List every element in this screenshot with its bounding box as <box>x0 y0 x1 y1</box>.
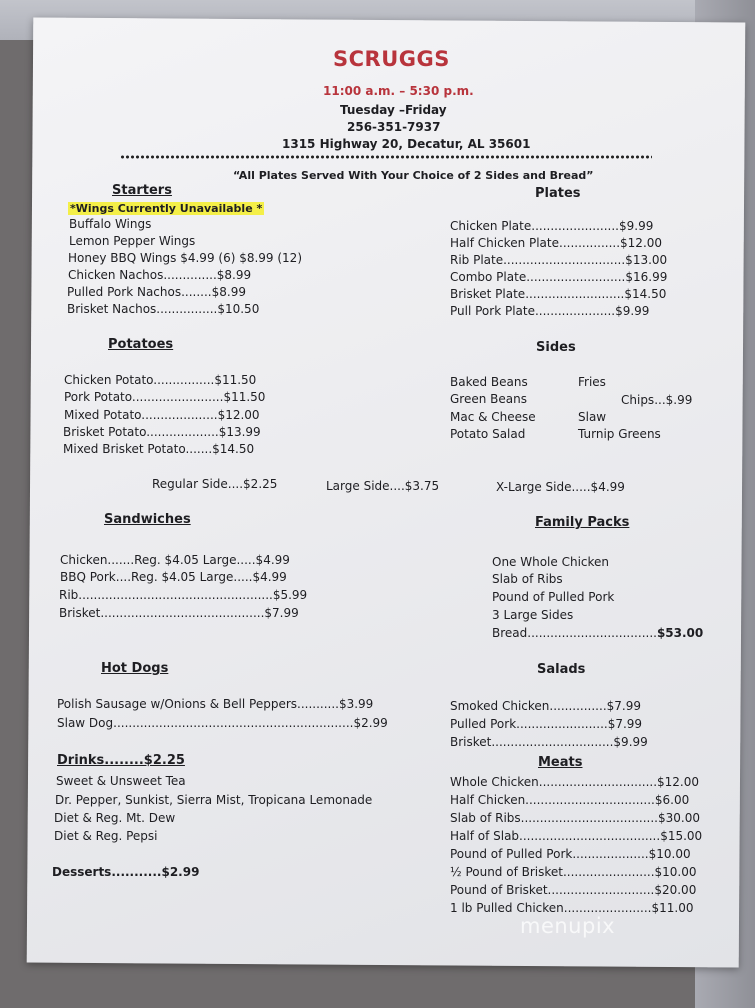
meat-item: Pound of Brisket............................$20.00 <box>450 883 697 897</box>
address: 1315 Highway 20, Decatur, AL 35601 <box>282 137 531 151</box>
hot-dog-item: Slaw Dog...............................................................$2.99 <box>57 716 388 730</box>
dotted-divider <box>120 153 652 161</box>
meat-item: 1 lb Pulled Chicken.......................$11.00 <box>450 901 694 915</box>
drink-item: Diet & Reg. Mt. Dew <box>54 811 176 825</box>
family-pack-item: Pound of Pulled Pork <box>492 590 615 604</box>
days: Tuesday –Friday <box>340 103 447 117</box>
plate-item: Combo Plate..........................$16.99 <box>450 270 668 284</box>
menupix-watermark: menupix <box>520 914 616 938</box>
family-pack-item: 3 Large Sides <box>492 608 574 622</box>
starter-item: Brisket Nachos................$10.50 <box>67 302 260 316</box>
side-item: Chips...$.99 <box>621 393 693 407</box>
potato-item: Pork Potato........................$11.50 <box>64 390 266 404</box>
potato-item: Mixed Potato....................$12.00 <box>64 408 260 422</box>
meat-item: Half Chicken..................................$6.00 <box>450 793 690 807</box>
large-side-price: Large Side....$3.75 <box>326 479 440 493</box>
desserts-price: Desserts...........$2.99 <box>52 865 200 879</box>
side-item: Green Beans <box>450 392 527 406</box>
plate-item: Rib Plate................................$13.00 <box>450 253 668 267</box>
starters-heading: Starters <box>112 183 172 198</box>
starter-item: Lemon Pepper Wings <box>69 234 196 248</box>
potatoes-heading: Potatoes <box>108 337 174 352</box>
salads-heading: Salads <box>537 662 586 677</box>
meat-item: Whole Chicken...............................$12.00 <box>450 775 700 789</box>
xlarge-side-price: X-Large Side.....$4.99 <box>496 480 625 494</box>
sandwiches-heading: Sandwiches <box>104 512 191 527</box>
plates-note: “All Plates Served With Your Choice of 2 Sides and Bread” <box>233 169 594 182</box>
drink-item: Diet & Reg. Pepsi <box>54 829 158 843</box>
plates-heading: Plates <box>535 186 581 201</box>
sandwich-item: Chicken.......Reg. $4.05 Large.....$4.99 <box>60 553 290 567</box>
meat-item: Pound of Pulled Pork....................$10.00 <box>450 847 691 861</box>
side-item: Turnip Greens <box>578 427 661 441</box>
sandwich-item: BBQ Pork....Reg. $4.05 Large.....$4.99 <box>60 570 287 584</box>
starter-item: Pulled Pork Nachos........$8.99 <box>67 285 246 299</box>
meats-heading: Meats <box>538 755 583 770</box>
family-pack-bread: Bread.................................. <box>492 626 657 640</box>
salad-item: Pulled Pork........................$7.99 <box>450 717 643 731</box>
starter-item: Chicken Nachos..............$8.99 <box>68 268 252 282</box>
plate-item: Pull Pork Plate.....................$9.99 <box>450 304 650 318</box>
sides-heading: Sides <box>536 340 576 355</box>
potato-item: Brisket Potato...................$13.99 <box>63 425 261 439</box>
drink-item: Sweet & Unsweet Tea <box>56 774 186 788</box>
side-item: Potato Salad <box>450 427 526 441</box>
starter-item: Honey BBQ Wings $4.99 (6) $8.99 (12) <box>68 251 302 265</box>
family-packs-heading: Family Packs <box>535 515 630 530</box>
side-item: Fries <box>578 375 606 389</box>
restaurant-name: SCRUGGS <box>333 47 450 71</box>
regular-side-price: Regular Side....$2.25 <box>152 477 278 491</box>
hot-dog-item: Polish Sausage w/Onions & Bell Peppers...........$3.99 <box>57 697 374 711</box>
phone: 256-351-7937 <box>347 120 441 134</box>
potato-item: Chicken Potato................$11.50 <box>64 373 257 387</box>
salad-item: Smoked Chicken...............$7.99 <box>450 699 641 713</box>
plate-item: Chicken Plate.......................$9.99 <box>450 219 654 233</box>
drink-item: Dr. Pepper, Sunkist, Sierra Mist, Tropicana Lemonade <box>55 793 373 807</box>
side-item: Baked Beans <box>450 375 528 389</box>
meat-item: Slab of Ribs....................................$30.00 <box>450 811 700 825</box>
salad-item: Brisket................................$9.99 <box>450 735 648 749</box>
family-pack-item: One Whole Chicken <box>492 555 610 569</box>
side-item: Slaw <box>578 410 607 424</box>
plate-item: Brisket Plate..........................$14.50 <box>450 287 667 301</box>
meat-item: ½ Pound of Brisket........................$10.00 <box>450 865 697 879</box>
family-pack-item: Slab of Ribs <box>492 572 563 586</box>
family-pack-price: $53.00 <box>656 626 704 640</box>
starter-item: Buffalo Wings <box>69 217 152 231</box>
potato-item: Mixed Brisket Potato.......$14.50 <box>63 442 255 456</box>
sandwich-item: Rib...................................................$5.99 <box>59 588 308 602</box>
plate-item: Half Chicken Plate................$12.00 <box>450 236 663 250</box>
side-item: Mac & Cheese <box>450 410 536 424</box>
hot-dogs-heading: Hot Dogs <box>101 661 169 676</box>
wings-unavailable-notice: *Wings Currently Unavailable * <box>70 202 263 215</box>
sandwich-item: Brisket...........................................$7.99 <box>59 606 299 620</box>
meat-item: Half of Slab.....................................$15.00 <box>450 829 703 843</box>
drinks-heading: Drinks........$2.25 <box>57 753 185 768</box>
hours: 11:00 a.m. – 5:30 p.m. <box>323 84 474 98</box>
